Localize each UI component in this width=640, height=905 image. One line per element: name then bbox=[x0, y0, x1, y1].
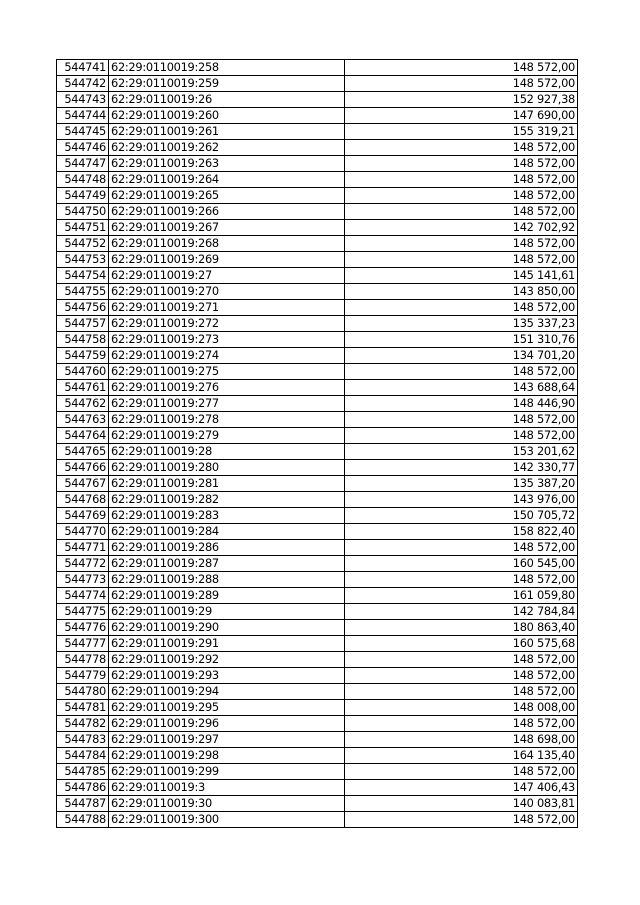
table-row bbox=[57, 588, 578, 604]
table-row bbox=[57, 444, 578, 460]
cadastral-number-cell: 62:29:0110019:269 bbox=[109, 252, 345, 268]
row-number-cell: 544756 bbox=[57, 300, 109, 316]
table-row bbox=[57, 796, 578, 812]
cadastral-number-cell: 62:29:0110019:287 bbox=[109, 556, 345, 572]
cadastral-value-table bbox=[56, 59, 578, 828]
cadastral-number-cell: 62:29:0110019:259 bbox=[109, 76, 345, 92]
cadastral-number-cell: 62:29:0110019:291 bbox=[109, 636, 345, 652]
cadastral-value-cell: 155 319,21 bbox=[345, 124, 578, 140]
row-number-cell: 544775 bbox=[57, 604, 109, 620]
cadastral-number-cell: 62:29:0110019:270 bbox=[109, 284, 345, 300]
cadastral-value-cell: 160 575,68 bbox=[345, 636, 578, 652]
table-row bbox=[57, 540, 578, 556]
table-row bbox=[57, 396, 578, 412]
table-row bbox=[57, 812, 578, 828]
cadastral-value-cell: 145 141,61 bbox=[345, 268, 578, 284]
table-row bbox=[57, 636, 578, 652]
table-row bbox=[57, 364, 578, 380]
row-number-cell: 544746 bbox=[57, 140, 109, 156]
row-number-cell: 544751 bbox=[57, 220, 109, 236]
cadastral-value-cell: 148 572,00 bbox=[345, 204, 578, 220]
row-number-cell: 544743 bbox=[57, 92, 109, 108]
table-row bbox=[57, 92, 578, 108]
cadastral-value-cell: 140 083,81 bbox=[345, 796, 578, 812]
cadastral-number-cell: 62:29:0110019:265 bbox=[109, 188, 345, 204]
cadastral-value-cell: 148 572,00 bbox=[345, 716, 578, 732]
cadastral-value-cell: 152 927,38 bbox=[345, 92, 578, 108]
row-number-cell: 544779 bbox=[57, 668, 109, 684]
row-number-cell: 544770 bbox=[57, 524, 109, 540]
cadastral-number-cell: 62:29:0110019:283 bbox=[109, 508, 345, 524]
cadastral-number-cell: 62:29:0110019:280 bbox=[109, 460, 345, 476]
cadastral-value-cell: 151 310,76 bbox=[345, 332, 578, 348]
cadastral-value-cell: 148 572,00 bbox=[345, 252, 578, 268]
cadastral-value-cell: 150 705,72 bbox=[345, 508, 578, 524]
cadastral-value-cell: 143 688,64 bbox=[345, 380, 578, 396]
cadastral-number-cell: 62:29:0110019:272 bbox=[109, 316, 345, 332]
table-row bbox=[57, 236, 578, 252]
cadastral-number-cell: 62:29:0110019:263 bbox=[109, 156, 345, 172]
table-row bbox=[57, 572, 578, 588]
cadastral-value-cell: 161 059,80 bbox=[345, 588, 578, 604]
row-number-cell: 544753 bbox=[57, 252, 109, 268]
row-number-cell: 544745 bbox=[57, 124, 109, 140]
cadastral-number-cell: 62:29:0110019:267 bbox=[109, 220, 345, 236]
table-row bbox=[57, 204, 578, 220]
row-number-cell: 544757 bbox=[57, 316, 109, 332]
row-number-cell: 544769 bbox=[57, 508, 109, 524]
table-row bbox=[57, 380, 578, 396]
cadastral-number-cell: 62:29:0110019:277 bbox=[109, 396, 345, 412]
table-row bbox=[57, 716, 578, 732]
row-number-cell: 544747 bbox=[57, 156, 109, 172]
table-row bbox=[57, 140, 578, 156]
table-row bbox=[57, 76, 578, 92]
cadastral-value-cell: 142 702,92 bbox=[345, 220, 578, 236]
cadastral-number-cell: 62:29:0110019:274 bbox=[109, 348, 345, 364]
cadastral-value-cell: 148 572,00 bbox=[345, 140, 578, 156]
cadastral-value-cell: 148 572,00 bbox=[345, 188, 578, 204]
cadastral-value-cell: 180 863,40 bbox=[345, 620, 578, 636]
row-number-cell: 544752 bbox=[57, 236, 109, 252]
cadastral-number-cell: 62:29:0110019:293 bbox=[109, 668, 345, 684]
row-number-cell: 544741 bbox=[57, 60, 109, 76]
cadastral-number-cell: 62:29:0110019:279 bbox=[109, 428, 345, 444]
cadastral-number-cell: 62:29:0110019:29 bbox=[109, 604, 345, 620]
cadastral-number-cell: 62:29:0110019:266 bbox=[109, 204, 345, 220]
cadastral-value-cell: 147 690,00 bbox=[345, 108, 578, 124]
table-row bbox=[57, 620, 578, 636]
cadastral-value-cell: 142 330,77 bbox=[345, 460, 578, 476]
cadastral-number-cell: 62:29:0110019:264 bbox=[109, 172, 345, 188]
table-row bbox=[57, 172, 578, 188]
row-number-cell: 544763 bbox=[57, 412, 109, 428]
cadastral-number-cell: 62:29:0110019:278 bbox=[109, 412, 345, 428]
cadastral-number-cell: 62:29:0110019:299 bbox=[109, 764, 345, 780]
row-number-cell: 544761 bbox=[57, 380, 109, 396]
table-row bbox=[57, 764, 578, 780]
cadastral-value-cell: 148 572,00 bbox=[345, 300, 578, 316]
table-row bbox=[57, 332, 578, 348]
row-number-cell: 544768 bbox=[57, 492, 109, 508]
cadastral-number-cell: 62:29:0110019:289 bbox=[109, 588, 345, 604]
row-number-cell: 544786 bbox=[57, 780, 109, 796]
table-row bbox=[57, 492, 578, 508]
cadastral-number-cell: 62:29:0110019:282 bbox=[109, 492, 345, 508]
row-number-cell: 544744 bbox=[57, 108, 109, 124]
cadastral-number-cell: 62:29:0110019:26 bbox=[109, 92, 345, 108]
cadastral-number-cell: 62:29:0110019:262 bbox=[109, 140, 345, 156]
cadastral-value-cell: 147 406,43 bbox=[345, 780, 578, 796]
row-number-cell: 544780 bbox=[57, 684, 109, 700]
cadastral-number-cell: 62:29:0110019:261 bbox=[109, 124, 345, 140]
table-row bbox=[57, 732, 578, 748]
cadastral-value-cell: 148 572,00 bbox=[345, 172, 578, 188]
row-number-cell: 544742 bbox=[57, 76, 109, 92]
row-number-cell: 544788 bbox=[57, 812, 109, 828]
table-row bbox=[57, 556, 578, 572]
table-row bbox=[57, 412, 578, 428]
cadastral-number-cell: 62:29:0110019:273 bbox=[109, 332, 345, 348]
table-row bbox=[57, 188, 578, 204]
cadastral-value-cell: 148 572,00 bbox=[345, 236, 578, 252]
table-row bbox=[57, 476, 578, 492]
row-number-cell: 544758 bbox=[57, 332, 109, 348]
cadastral-number-cell: 62:29:0110019:298 bbox=[109, 748, 345, 764]
cadastral-value-cell: 148 572,00 bbox=[345, 684, 578, 700]
row-number-cell: 544767 bbox=[57, 476, 109, 492]
table-row bbox=[57, 300, 578, 316]
row-number-cell: 544754 bbox=[57, 268, 109, 284]
table-row bbox=[57, 524, 578, 540]
row-number-cell: 544784 bbox=[57, 748, 109, 764]
cadastral-number-cell: 62:29:0110019:258 bbox=[109, 60, 345, 76]
cadastral-value-cell: 143 850,00 bbox=[345, 284, 578, 300]
table-row bbox=[57, 348, 578, 364]
cadastral-value-cell: 148 572,00 bbox=[345, 764, 578, 780]
table-row bbox=[57, 220, 578, 236]
row-number-cell: 544772 bbox=[57, 556, 109, 572]
cadastral-number-cell: 62:29:0110019:275 bbox=[109, 364, 345, 380]
cadastral-number-cell: 62:29:0110019:295 bbox=[109, 700, 345, 716]
row-number-cell: 544785 bbox=[57, 764, 109, 780]
cadastral-value-cell: 148 572,00 bbox=[345, 668, 578, 684]
cadastral-number-cell: 62:29:0110019:27 bbox=[109, 268, 345, 284]
table-body bbox=[57, 60, 578, 828]
cadastral-number-cell: 62:29:0110019:30 bbox=[109, 796, 345, 812]
cadastral-value-cell: 148 572,00 bbox=[345, 812, 578, 828]
cadastral-number-cell: 62:29:0110019:260 bbox=[109, 108, 345, 124]
cadastral-number-cell: 62:29:0110019:271 bbox=[109, 300, 345, 316]
table-row bbox=[57, 652, 578, 668]
cadastral-value-cell: 143 976,00 bbox=[345, 492, 578, 508]
table-row bbox=[57, 428, 578, 444]
cadastral-value-cell: 148 572,00 bbox=[345, 364, 578, 380]
table-row bbox=[57, 684, 578, 700]
cadastral-number-cell: 62:29:0110019:276 bbox=[109, 380, 345, 396]
cadastral-value-cell: 148 572,00 bbox=[345, 540, 578, 556]
table-row bbox=[57, 700, 578, 716]
table-row bbox=[57, 268, 578, 284]
cadastral-value-cell: 153 201,62 bbox=[345, 444, 578, 460]
cadastral-number-cell: 62:29:0110019:286 bbox=[109, 540, 345, 556]
row-number-cell: 544755 bbox=[57, 284, 109, 300]
row-number-cell: 544759 bbox=[57, 348, 109, 364]
row-number-cell: 544750 bbox=[57, 204, 109, 220]
cadastral-number-cell: 62:29:0110019:294 bbox=[109, 684, 345, 700]
cadastral-number-cell: 62:29:0110019:288 bbox=[109, 572, 345, 588]
table-row bbox=[57, 748, 578, 764]
table-row bbox=[57, 60, 578, 76]
table-row bbox=[57, 668, 578, 684]
cadastral-value-cell: 148 698,00 bbox=[345, 732, 578, 748]
table-row bbox=[57, 460, 578, 476]
cadastral-number-cell: 62:29:0110019:296 bbox=[109, 716, 345, 732]
cadastral-number-cell: 62:29:0110019:3 bbox=[109, 780, 345, 796]
cadastral-number-cell: 62:29:0110019:284 bbox=[109, 524, 345, 540]
cadastral-value-cell: 142 784,84 bbox=[345, 604, 578, 620]
table-row bbox=[57, 604, 578, 620]
cadastral-number-cell: 62:29:0110019:297 bbox=[109, 732, 345, 748]
table-row bbox=[57, 108, 578, 124]
cadastral-value-cell: 135 337,23 bbox=[345, 316, 578, 332]
cadastral-value-cell: 148 572,00 bbox=[345, 76, 578, 92]
cadastral-number-cell: 62:29:0110019:281 bbox=[109, 476, 345, 492]
table-row bbox=[57, 780, 578, 796]
cadastral-value-cell: 148 446,90 bbox=[345, 396, 578, 412]
cadastral-value-cell: 148 008,00 bbox=[345, 700, 578, 716]
row-number-cell: 544760 bbox=[57, 364, 109, 380]
row-number-cell: 544787 bbox=[57, 796, 109, 812]
cadastral-number-cell: 62:29:0110019:290 bbox=[109, 620, 345, 636]
cadastral-value-cell: 148 572,00 bbox=[345, 412, 578, 428]
table-row bbox=[57, 284, 578, 300]
cadastral-number-cell: 62:29:0110019:292 bbox=[109, 652, 345, 668]
row-number-cell: 544748 bbox=[57, 172, 109, 188]
row-number-cell: 544774 bbox=[57, 588, 109, 604]
cadastral-value-cell: 148 572,00 bbox=[345, 428, 578, 444]
row-number-cell: 544773 bbox=[57, 572, 109, 588]
row-number-cell: 544776 bbox=[57, 620, 109, 636]
row-number-cell: 544762 bbox=[57, 396, 109, 412]
cadastral-value-cell: 135 387,20 bbox=[345, 476, 578, 492]
table-row bbox=[57, 156, 578, 172]
cadastral-number-cell: 62:29:0110019:28 bbox=[109, 444, 345, 460]
table-row bbox=[57, 252, 578, 268]
table-row bbox=[57, 124, 578, 140]
row-number-cell: 544782 bbox=[57, 716, 109, 732]
cadastral-value-cell: 158 822,40 bbox=[345, 524, 578, 540]
cadastral-value-cell: 148 572,00 bbox=[345, 60, 578, 76]
row-number-cell: 544771 bbox=[57, 540, 109, 556]
cadastral-number-cell: 62:29:0110019:300 bbox=[109, 812, 345, 828]
cadastral-value-cell: 148 572,00 bbox=[345, 572, 578, 588]
table-row bbox=[57, 316, 578, 332]
row-number-cell: 544778 bbox=[57, 652, 109, 668]
row-number-cell: 544765 bbox=[57, 444, 109, 460]
row-number-cell: 544777 bbox=[57, 636, 109, 652]
cadastral-value-cell: 148 572,00 bbox=[345, 652, 578, 668]
row-number-cell: 544781 bbox=[57, 700, 109, 716]
cadastral-number-cell: 62:29:0110019:268 bbox=[109, 236, 345, 252]
row-number-cell: 544749 bbox=[57, 188, 109, 204]
row-number-cell: 544764 bbox=[57, 428, 109, 444]
row-number-cell: 544783 bbox=[57, 732, 109, 748]
table-row bbox=[57, 508, 578, 524]
row-number-cell: 544766 bbox=[57, 460, 109, 476]
cadastral-value-cell: 134 701,20 bbox=[345, 348, 578, 364]
cadastral-value-cell: 164 135,40 bbox=[345, 748, 578, 764]
cadastral-value-cell: 160 545,00 bbox=[345, 556, 578, 572]
cadastral-value-cell: 148 572,00 bbox=[345, 156, 578, 172]
